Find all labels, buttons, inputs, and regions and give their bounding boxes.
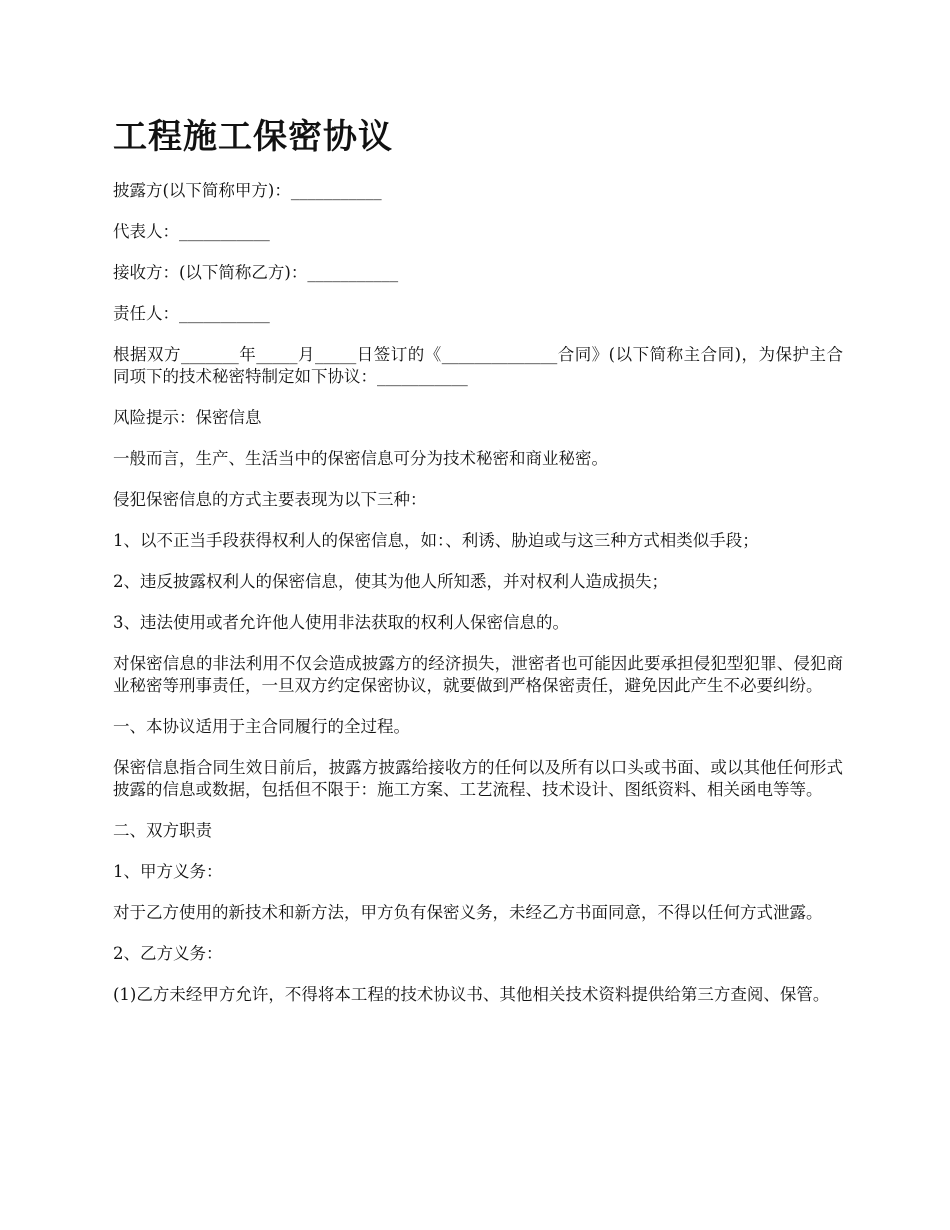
- body-paragraph: (1)乙方未经甲方允许，不得将本工程的技术协议书、其他相关技术资料提供给第三方查阅、保管。: [113, 985, 830, 1004]
- risk-notice-heading: 风险提示：保密信息: [113, 408, 262, 427]
- document-page: [113, 112, 843, 1025]
- body-paragraph: 保密信息指合同生效日前后，披露方披露给接收方的任何以及所有以口头或书面、或以其他任何形式披露的信息或数据，包括但不限于：施工方案、工艺流程、技术设计、图纸资料、相关函电等等。: [113, 758, 843, 799]
- body-paragraph: 一般而言，生产、生活当中的保密信息可分为技术秘密和商业秘密。: [113, 449, 608, 468]
- body-paragraph: 侵犯保密信息的方式主要表现为以下三种：: [113, 490, 427, 509]
- party-a-line: 披露方(以下简称甲方)：___________: [113, 181, 382, 200]
- document-title: 工程施工保密协议: [113, 117, 393, 157]
- body-paragraph: 对保密信息的非法利用不仅会造成披露方的经济损失，泄密者也可能因此要承担侵犯型犯罪、侵犯商业秘密等刑事责任，一旦双方约定保密协议，就要做到严格保密责任，避免因此产生不必要纠纷。: [113, 654, 843, 695]
- representative-line: 代表人：___________: [113, 222, 270, 241]
- preamble-paragraph: 根据双方_______年_____月_____日签订的《______________合同》(以下简称主合同)，为保护主合同项下的技术秘密特制定如下协议：___________: [113, 345, 843, 386]
- list-item: 1、以不正当手段获得权利人的保密信息，如：、利诱、胁迫或与这三种方式相类似手段；: [113, 531, 759, 550]
- responsible-person-line: 责任人：___________: [113, 304, 270, 323]
- list-item: 3、违法使用或者允许他人使用非法获取的权利人保密信息的。: [113, 613, 569, 632]
- party-b-line: 接收方：(以下简称乙方)：___________: [113, 263, 399, 282]
- section-heading: 二、双方职责: [113, 821, 212, 840]
- subsection-heading: 2、乙方义务：: [113, 944, 223, 963]
- subsection-heading: 1、甲方义务：: [113, 862, 223, 881]
- list-item: 2、违反披露权利人的保密信息，使其为他人所知悉，并对权利人造成损失；: [113, 572, 668, 591]
- section-heading: 一、本协议适用于主合同履行的全过程。: [113, 717, 410, 736]
- body-paragraph: 对于乙方使用的新技术和新方法，甲方负有保密义务，未经乙方书面同意，不得以任何方式泄露。: [113, 903, 823, 922]
